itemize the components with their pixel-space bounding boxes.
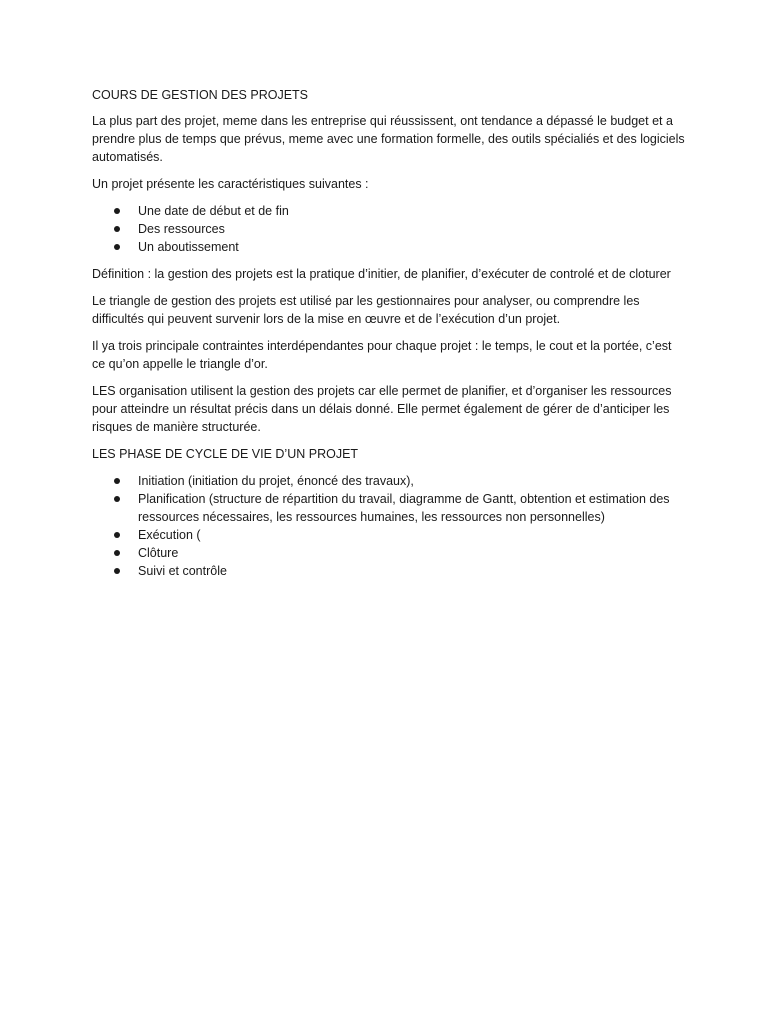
list-item-text: Une date de début et de fin: [138, 204, 289, 218]
list-item: [92, 526, 688, 544]
bullet-icon: [114, 568, 120, 574]
list-item: [92, 220, 688, 238]
characteristics-intro: Un projet présente les caractéristiques suivantes :: [92, 177, 369, 191]
bullet-icon: [114, 532, 120, 538]
list-item-text: Un aboutissement: [138, 240, 239, 254]
organisations-paragraph: LES organisation utilisent la gestion des projets car elle permet de planifier, et d’organiser les ressources pour atteindre un résultat précis dans un délais donné. Elle permet également de gérer de d’anticiper les risques de manière structurée.: [92, 384, 672, 434]
list-item-text: Planification (structure de répartition du travail, diagramme de Gantt, obtention et estimation des ressources nécessaires, les ressources humaines, les ressources non personnelles): [138, 492, 670, 524]
intro-paragraph: La plus part des projet, meme dans les entreprise qui réussissent, ont tendance a dépassé le budget et a prendre plus de temps que prévus, meme avec une formation formelle, des outils spécialiés et des logiciels automatisés.: [92, 114, 685, 164]
bullet-icon: [114, 496, 120, 502]
list-item: [92, 562, 688, 580]
bullet-icon: [114, 550, 120, 556]
phases-list: [92, 472, 688, 580]
bullet-icon: [114, 244, 120, 250]
bullet-icon: [114, 478, 120, 484]
list-item: [92, 490, 688, 526]
characteristics-list: [92, 202, 688, 256]
triangle-paragraph: Le triangle de gestion des projets est utilisé par les gestionnaires pour analyser, ou comprendre les difficultés qui peuvent survenir lors de la mise en œuvre et de l’exécution d’un projet.: [92, 294, 640, 326]
list-item: [92, 472, 688, 490]
constraints-paragraph: Il ya trois principale contraintes interdépendantes pour chaque projet : le temps, le cout et la portée, c’est ce qu’on appelle le triangle d’or.: [92, 339, 672, 371]
bullet-icon: [114, 226, 120, 232]
list-item-text: Suivi et contrôle: [138, 564, 227, 578]
bullet-icon: [114, 208, 120, 214]
list-item-text: Exécution (: [138, 528, 201, 542]
list-item-text: Clôture: [138, 546, 179, 560]
definition-paragraph: Définition : la gestion des projets est la pratique d’initier, de planifier, d’exécuter de controlé et de cloturer: [92, 267, 671, 281]
document-title: COURS DE GESTION DES PROJETS: [92, 88, 309, 102]
list-item: [92, 202, 688, 220]
list-item: [92, 544, 688, 562]
list-item-text: Des ressources: [138, 222, 225, 236]
list-item-text: Initiation (initiation du projet, énoncé des travaux),: [138, 474, 414, 488]
list-item: [92, 238, 688, 256]
phases-heading: LES PHASE DE CYCLE DE VIE D’UN PROJET: [92, 447, 359, 461]
